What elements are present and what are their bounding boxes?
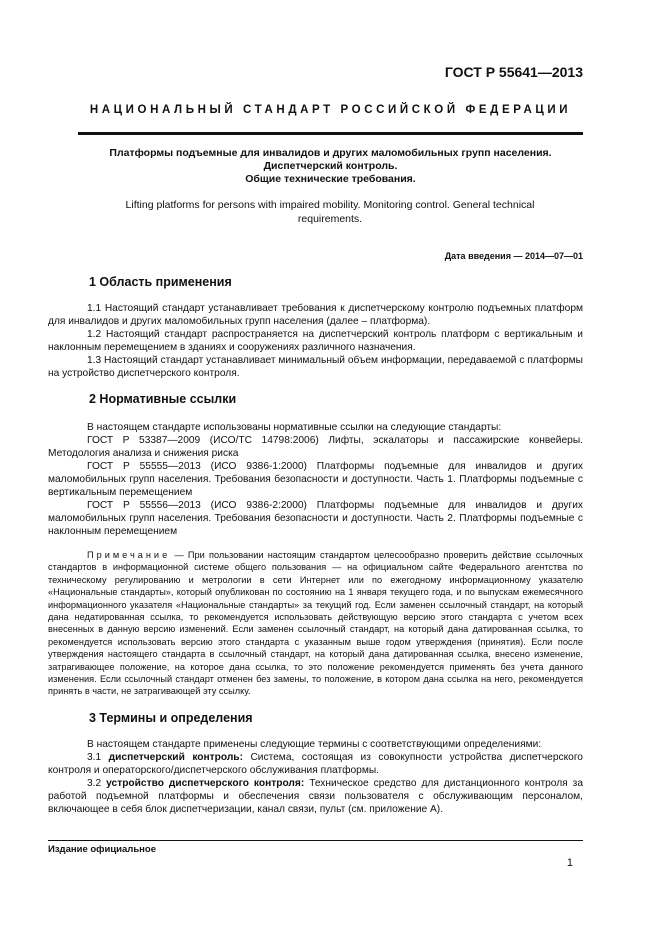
term-3-1-definition: Система, состоящая из совокупности устройства диспетчерского контроля и операторского/диспетчерского обслуживания платформы. (48, 752, 583, 776)
russian-title-line-3: Общие технические требования. (245, 173, 416, 185)
english-title: Lifting platforms for persons with impaired mobility. Monitoring control. General technical requirements. (125, 199, 535, 225)
reference-gost-55555: ГОСТ Р 55555—2013 (ИСО 9386-1:2000) Платформы подъемные для инвалидов и других маломобильных групп населения. Требования безопасности и доступности. Часть 1. Платформы подъемные с вертикальным перемещением (48, 461, 583, 498)
term-3-2-number: 3.2 (87, 778, 102, 789)
footer-divider (48, 840, 583, 841)
russian-title (78, 147, 583, 186)
header-divider (78, 132, 583, 135)
introduction-date: Дата введения — 2014—07—01 (444, 251, 583, 261)
note-label: Примечание (87, 550, 171, 560)
terms-intro: В настоящем стандарте применены следующие термины с соответствующими определениями: (87, 739, 542, 750)
section-3-body (48, 738, 583, 816)
term-3-1-name: диспетчерский контроль: (108, 752, 243, 763)
national-standard-heading: НАЦИОНАЛЬНЫЙ СТАНДАРТ РОССИЙСКОЙ ФЕДЕРАЦИИ (89, 104, 572, 116)
section-3-heading: 3 Термины и определения (89, 711, 253, 725)
term-3-1-number: 3.1 (87, 752, 102, 763)
section-2-body (48, 421, 583, 538)
term-3-2-name: устройство диспетчерского контроля: (106, 778, 305, 789)
paragraph-1-2: 1.2 Настоящий стандарт распространяется на диспетчерский контроль платформ с вертикальным и наклонным перемещением в зданиях и сооружениях различного назначения. (48, 329, 583, 353)
paragraph-1-1: 1.1 Настоящий стандарт устанавливает требования к диспетчерскому контролю подъемных платформ для инвалидов и других маломобильных групп населения (далее – платформа). (48, 303, 583, 327)
references-note (48, 549, 583, 698)
reference-gost-55556: ГОСТ Р 55556—2013 (ИСО 9386-2:2000) Платформы подъемные для инвалидов и других маломобильных групп населения. Требования безопасности и доступности. Часть 2. Платформы подъемные с наклонным перемещением (48, 500, 583, 537)
official-edition-label: Издание официальное (48, 844, 156, 855)
term-3-1 (48, 751, 583, 777)
russian-title-line-2: Диспетчерский контроль. (263, 160, 398, 172)
term-3-2-definition: Техническое средство для дистанционного контроля за работой подъемной платформы и обеспечения связи пользователя с обслуживающим персоналом, включающее в себя блок диспетчеризации, канал связи, пульт (см. приложение А). (48, 778, 583, 815)
page-number: 1 (566, 857, 573, 869)
section-1-body (48, 302, 583, 380)
term-3-2 (48, 777, 583, 816)
note-text: — При пользовании настоящим стандартом целесообразно проверить действие ссылочных стандартов в информационной системе общего пользования — на официальном сайте Федерального агентства по техническому регулированию и метрологии в сети Интернет или по ежегодному информационному указателю «Национальные стандарты», который опубликован по состоянию на 1 января текущего года, и по выпускам ежемесячного информационного указателя «Национальные стандарты» за текущий год. Если заменен ссылочный стандарт, на который дана недатированная ссылка, то рекомендуется использовать действующую версию этого стандарта с учетом всех внесенных в данную версию изменений. Если заменен ссылочный стандарт, на который дана датированная ссылка, то рекомендуется использовать версию этого стандарта с указанным выше годом утверждения (принятия). Если после утверждения настоящего стандарта в ссылочный стандарт, на который дана датированная ссылка, внесено изменение, затрагивающее положение, на которое дана ссылка, то это положение рекомендуется применять без учета данного изменения. Если ссылочный стандарт отменен без замены, то положение, в котором дана ссылка на него, рекомендуется принять в части, не затрагивающей эту ссылку. (48, 550, 583, 697)
section-1-heading: 1 Область применения (89, 275, 232, 289)
references-intro: В настоящем стандарте использованы нормативные ссылки на следующие стандарты: (87, 422, 502, 433)
paragraph-1-3: 1.3 Настоящий стандарт устанавливает минимальный объем информации, передаваемой с платформы на устройство диспетчерского контроля. (48, 355, 583, 379)
section-2-heading: 2 Нормативные ссылки (89, 392, 237, 406)
standard-code: ГОСТ Р 55641—2013 (444, 64, 583, 80)
reference-gost-53387: ГОСТ Р 53387—2009 (ИСО/ТС 14798:2006) Лифты, эскалаторы и пассажирские конвейеры. Методология анализа и снижения риска (48, 435, 583, 459)
russian-title-line-1: Платформы подъемные для инвалидов и других маломобильных групп населения. (109, 147, 552, 159)
